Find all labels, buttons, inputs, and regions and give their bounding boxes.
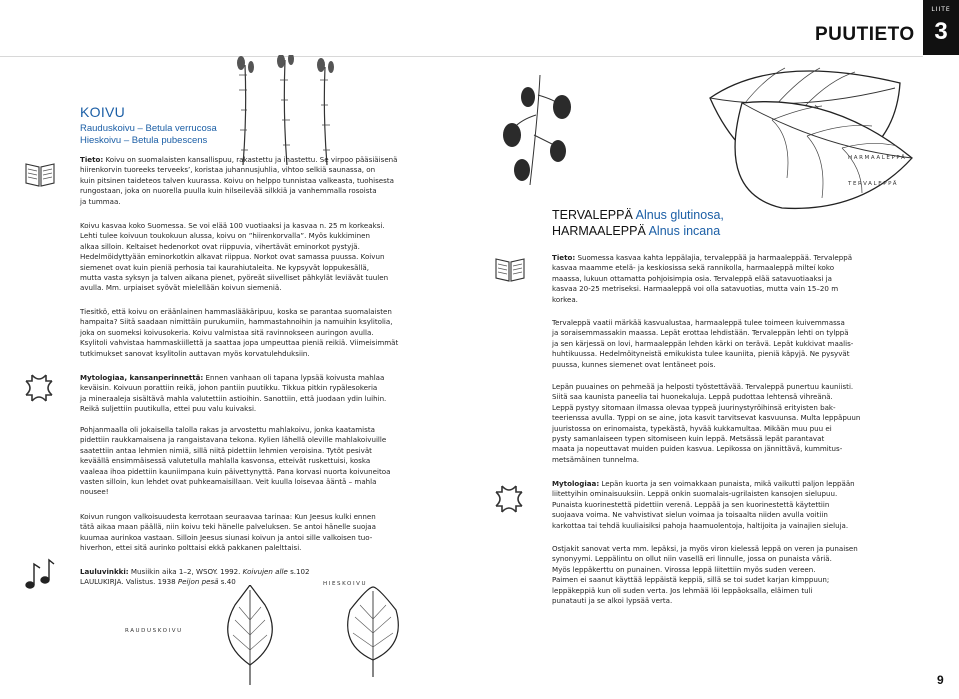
heading-common-name: TERVALEPPÄ (552, 208, 633, 222)
song-title: Koivujen alle (242, 567, 288, 576)
text-line: Ksylitoli vahvistaa hammaskiillettä ja saattaa jopa umpeuttaa pieniä reikiä. Viimeisimmät (80, 338, 399, 348)
text-line: hiirenkorvin tuoreeks terveeks’, koristaa juhannusjuhlia, vihtoo selkiä saunassa, on (80, 165, 376, 175)
text-line: Ennen vanhaan oli tapana lypsää koivusta mahlaa (203, 373, 385, 382)
knot-ornament-icon (24, 373, 54, 403)
rauduskoivu-leaf-illustration (215, 585, 285, 690)
alder-cone-illustration (500, 75, 585, 190)
text-line: puussa, kunnes siemenet ovat lentäneet pois. (552, 359, 716, 369)
text-line: ja tummaa. (80, 196, 121, 206)
koivu-tieto-paragraph (80, 155, 398, 207)
knot-ornament-icon (494, 484, 524, 514)
caption-tervaleppa: TERVALEPPÄ (848, 181, 899, 187)
text-line: ja mineraaleja sisältävä mahla valutettiin astioihin. Sanottiin, että juodaan ydin luihin. (80, 393, 387, 403)
text-line: vaaleaa ihoa pidettiin kauniimpana kuin päivettynyttä. Pana korvasi nuorta koivuneitoa (80, 466, 391, 476)
text-line: metsämäinen tunnelma. (552, 454, 640, 464)
text-line: Koivun rungon valkoisuudesta kerrotaan seuraavaa tarinaa: Kun Jeesus kulki ennen (80, 512, 376, 521)
leppa-mytologia-paragraph (552, 479, 855, 531)
koivu-kasvu-paragraph (80, 221, 388, 294)
text-line: hampaita? Siitä saadaan nimittäin purukumiin, hammastahnoihin ja namuihin ksylitolia, (80, 317, 393, 327)
hieskoivu-leaf-illustration (338, 585, 408, 680)
text-line: Koivu on suomalaisten kansallispuu, rakastettu ja ihastettu. Se virpoo pääsiäisenä (105, 155, 398, 164)
appendix-number: 3 (934, 18, 948, 45)
text-line: punatauti ja se alkoi lypsää verta. (552, 596, 673, 606)
text-line: karkottaa tai tehdä kuuliaisiksi pahoja haamuolentoja, haltijoita ja vainajien sieluja. (552, 520, 849, 530)
text-line: nousee! (80, 487, 109, 497)
text-line: keväällä ensimmäisessä valutetulla mahlalla kasvonsa, etteivät ruskettuisi, koska (80, 456, 371, 466)
text-line: kasvaa maamme etelä- ja keskiosissa sekä rannikolla, harmaaleppä milteí koko (552, 263, 835, 273)
text-line: Siitä saa kaunista paneelia tai huonekaluja. Leppä pudottaa lehtensä vihreänä. (552, 392, 833, 402)
text-line: tätä aikaa maan päällä, niin koivu teki hänelle palveluksen. Se antoi hänelle suojaa (80, 522, 376, 532)
text-line: ja soraisemmassakin maassa. Lepät erottaa lehdistään. Tervaleppän lehti on tylppä (552, 328, 849, 338)
text-line: Paimen ei saanut käyttää leppäistä keppiä, sillä se toi sudet karjan kimppuun; (552, 575, 830, 585)
text-line: hiverhon, ettei sitä aurinko polttaisi ekkä pakkanen palelttaisi. (80, 543, 302, 553)
text-line: maassa, lukuun ottamatta pohjoisimpia osia. Tervaleppä elää satavuotiaaksi ja (552, 273, 832, 283)
lauluvinkki-label: Lauluvinkki: (80, 567, 129, 576)
birch-catkin-illustration (225, 55, 345, 165)
caption-hieskoivu: HIESKOIVU (323, 581, 368, 587)
text-line: Hedelmöidyttyään eminorkotkin alkavat riippua. Norkot ovat samassa puussa. Koivun (80, 252, 385, 262)
caption-harmaaleppa: HARMAALEPPÄ (848, 155, 907, 161)
text-line: Reikä suljettiin puutikulla, ettei puu valu kuivaksi. (80, 404, 257, 414)
text-line: Musiikin aika 1–2, WSOY. 1992. (128, 567, 243, 576)
text-line: pysty samanlaiseen typen sitomiseen kuin leppä. Metsässä lepät parantavat (552, 434, 825, 444)
text-line: s.40 (218, 577, 236, 587)
text-line: keväisin. Koivuun porattiin reikä, johon pantiin puutikku. Tikkua pitkin rypälesokeria (80, 383, 378, 393)
koivu-name-hieskoivu: Hieskoivu – Betula pubescens (80, 135, 208, 146)
text-line: tutkimukset sanovat ksylitolin auttavan myös korvatulehduksiin. (80, 348, 310, 358)
text-line: Lehti tulee koivuun toukokuun alussa, koivu on ”hiirenkorvalla”. Myös kukkiminen (80, 231, 371, 241)
text-line: Myös leppäkerttu on punainen. Virossa leppä liitettiin myös suden vereen. (552, 564, 816, 574)
mytologia-label: Mytologiaa, kansanperinnettä: (80, 373, 204, 382)
text-line: ja sen kärjessä on lovi, harmaaleppän lehden kärki on terävä. Lepät kukkivat maalis- (552, 338, 854, 348)
text-line: Leppä pystyy sitomaan ilmassa olevaa typpeä juurinystyröihinsä erityisten bak- (552, 402, 836, 412)
heading-scientific-name: Alnus incana (648, 224, 721, 238)
koivu-pohjanmaa-paragraph (80, 425, 390, 498)
page-number: 9 (937, 673, 944, 687)
text-line: Koivu kasvaa koko Suomessa. Se voi elää 100 vuotiaaksi ja kasvaa n. 25 m korkeaksi. (80, 221, 385, 230)
book-icon (24, 160, 56, 188)
leppa-ostjakit-paragraph (552, 544, 858, 606)
tervaleppa-heading (552, 208, 724, 222)
text-line: vasten silloin, kun lehdet ovat puhkeamaisillaan. Veit kuulla loisevaa ääntä – mahla (80, 477, 377, 487)
leppa-tieto-paragraph (552, 253, 852, 305)
text-line: teerienssa avulla. Typpi on se aine, jota kasvit tarvitsevat kasvuunsa. Multa leppäpuun (552, 413, 861, 423)
music-notes-icon (22, 558, 56, 592)
text-line: juuristossa on erinomaista, typekästä, hyvää kukkamultaa. Mikään muu puu ei (552, 423, 832, 433)
song-title: Peijon pesä (177, 577, 219, 587)
text-line: Lepän puuaines on pehmeää ja helposti työstettävää. Tervaleppä punertuu kauniisti. (552, 382, 854, 391)
koivu-rungon-paragraph (80, 512, 376, 554)
leppa-puu-paragraph (552, 382, 860, 465)
text-line: suojaava voima. Ne vahvistivat sielun voimaa ja toisaalta niiden avulla voitiin (552, 510, 828, 520)
tieto-label: Tieto: (80, 155, 104, 164)
koivu-name-rauduskoivu: Rauduskoivu – Betula verrucosa (80, 123, 217, 134)
text-line: korkea. (552, 294, 578, 304)
koivu-mytologia-paragraph (80, 373, 386, 415)
text-line: pidettiin raukkamaisena ja rangaistavana tekona. Kylien lähellä oleville mahlakoivuille (80, 435, 387, 445)
text-line: leppäkeppiä kun oli suden verta. Jos lehmää löi leppäoksalla, eläimen tuli (552, 585, 813, 595)
book-icon (494, 255, 526, 283)
koivu-heading: KOIVU (80, 104, 126, 120)
text-line: siemenet ovat kuin pieniä perhosia tai kaurahiutaleita. Ne kypsyvät loppukesällä, (80, 262, 369, 272)
heading-common-name: HARMAALEPPÄ (552, 224, 646, 238)
text-line: Ostjakit sanovat verta mm. lepäksi, ja myös viron kielessä leppä on veren ja punaisen (552, 544, 858, 553)
text-line: kuumaa aurinkoa vastaan. Silloin Jeesus siunasi koivun ja antoi sille valkoisen tuo- (80, 532, 373, 542)
text-line: liitettyihin ominaisuuksiin. Leppä onkin suomalais-ugrilaisten kansojen sielupuu. (552, 489, 838, 499)
text-line: rungostaan, joka on nuorella puulla kuin hilseilevää silkkiä ja vanhemmalla rosoista (80, 186, 377, 196)
text-line: s.102 (287, 567, 310, 576)
text-line: synonyymi. Leppälintu on ollut niin vasellä eri linnulle, jossa on punaista väriä. (552, 554, 832, 564)
harmaaleppa-heading (552, 224, 720, 238)
page-title: PUUTIETO (815, 24, 915, 45)
text-line: Punaista kuorinestettä pidettiin verenä. Leppää ja sen kuorinestettä käytettiin (552, 499, 830, 509)
text-line: Lepän kuorta ja sen voimakkaan punaista, mikä vaikutti paljon leppään (599, 479, 855, 488)
header-rule (0, 56, 923, 57)
text-line: huhtikuussa. Hedelmöityneistä emikukista tulee kauniita, pieniä käpyjä. Ne pysyvät (552, 349, 850, 359)
text-line: LAULUKIRJA. Valistus. 1938 (80, 577, 178, 587)
mytologia-label: Mytologiaa: (552, 479, 600, 488)
text-line: mutta vasta syksyn ja talven aikana pienet, pyöreät siivelliset pähkylät leviävät tuulen (80, 273, 389, 283)
text-line: alkaa silloin. Keltaiset hedenorkot ovat riippuvia, vihertävät eminorkot pystyjä. (80, 241, 360, 251)
text-line: kasvaa 20-25 metriseksi. Harmaaleppä voi olla satavuotias, mutta vain 15–20 m (552, 284, 839, 294)
text-line: avulla. Mm. urpiaiset syövät mielellään koivun siemeniä. (80, 283, 282, 293)
caption-rauduskoivu: RAUDUSKOIVU (125, 628, 183, 634)
leppa-kasvu-paragraph (552, 318, 853, 370)
tieto-label: Tieto: (552, 253, 576, 262)
koivu-tiesitko-paragraph (80, 307, 398, 359)
appendix-label: LIITE (931, 6, 951, 13)
text-line: joka on suomeksi koivusokeria. Koivu valmistaa sitä ravinnokseen auringon avulla. (80, 327, 374, 337)
text-line: Suomessa kasvaa kahta leppälajia, tervaleppää ja harmaaleppää. Tervaleppä (575, 253, 853, 262)
text-line: Pohjanmaalla oli jokaisella talolla rakas ja arvostettu mahlakoivu, jonka kaatamista (80, 425, 375, 434)
text-line: saatettiin antaa lehmien nimiä, sillä niitä pidettiin lehmien veroisina. Tytöt pesivät (80, 445, 372, 455)
text-line: Tervaleppä vaatii märkää kasvualustaa, harmaaleppä tulee toimeen kuivemmassa (552, 318, 845, 327)
text-line: maata ja nopeuttavat muiden puiden kasvua. Lepikossa on jännittävä, kummitus- (552, 444, 843, 454)
appendix-badge (923, 0, 959, 55)
text-line: Tiesitkö, että koivu on eräänlainen hammaslääkäripuu, koska se parantaa suomalaisten (80, 307, 392, 316)
heading-scientific-name: Alnus glutinosa, (635, 208, 724, 222)
text-line: kuin pitsinen taideteos talven kuurassa. Koivu on helppo tunnistaa valkeasta, tuohisesta (80, 175, 394, 185)
